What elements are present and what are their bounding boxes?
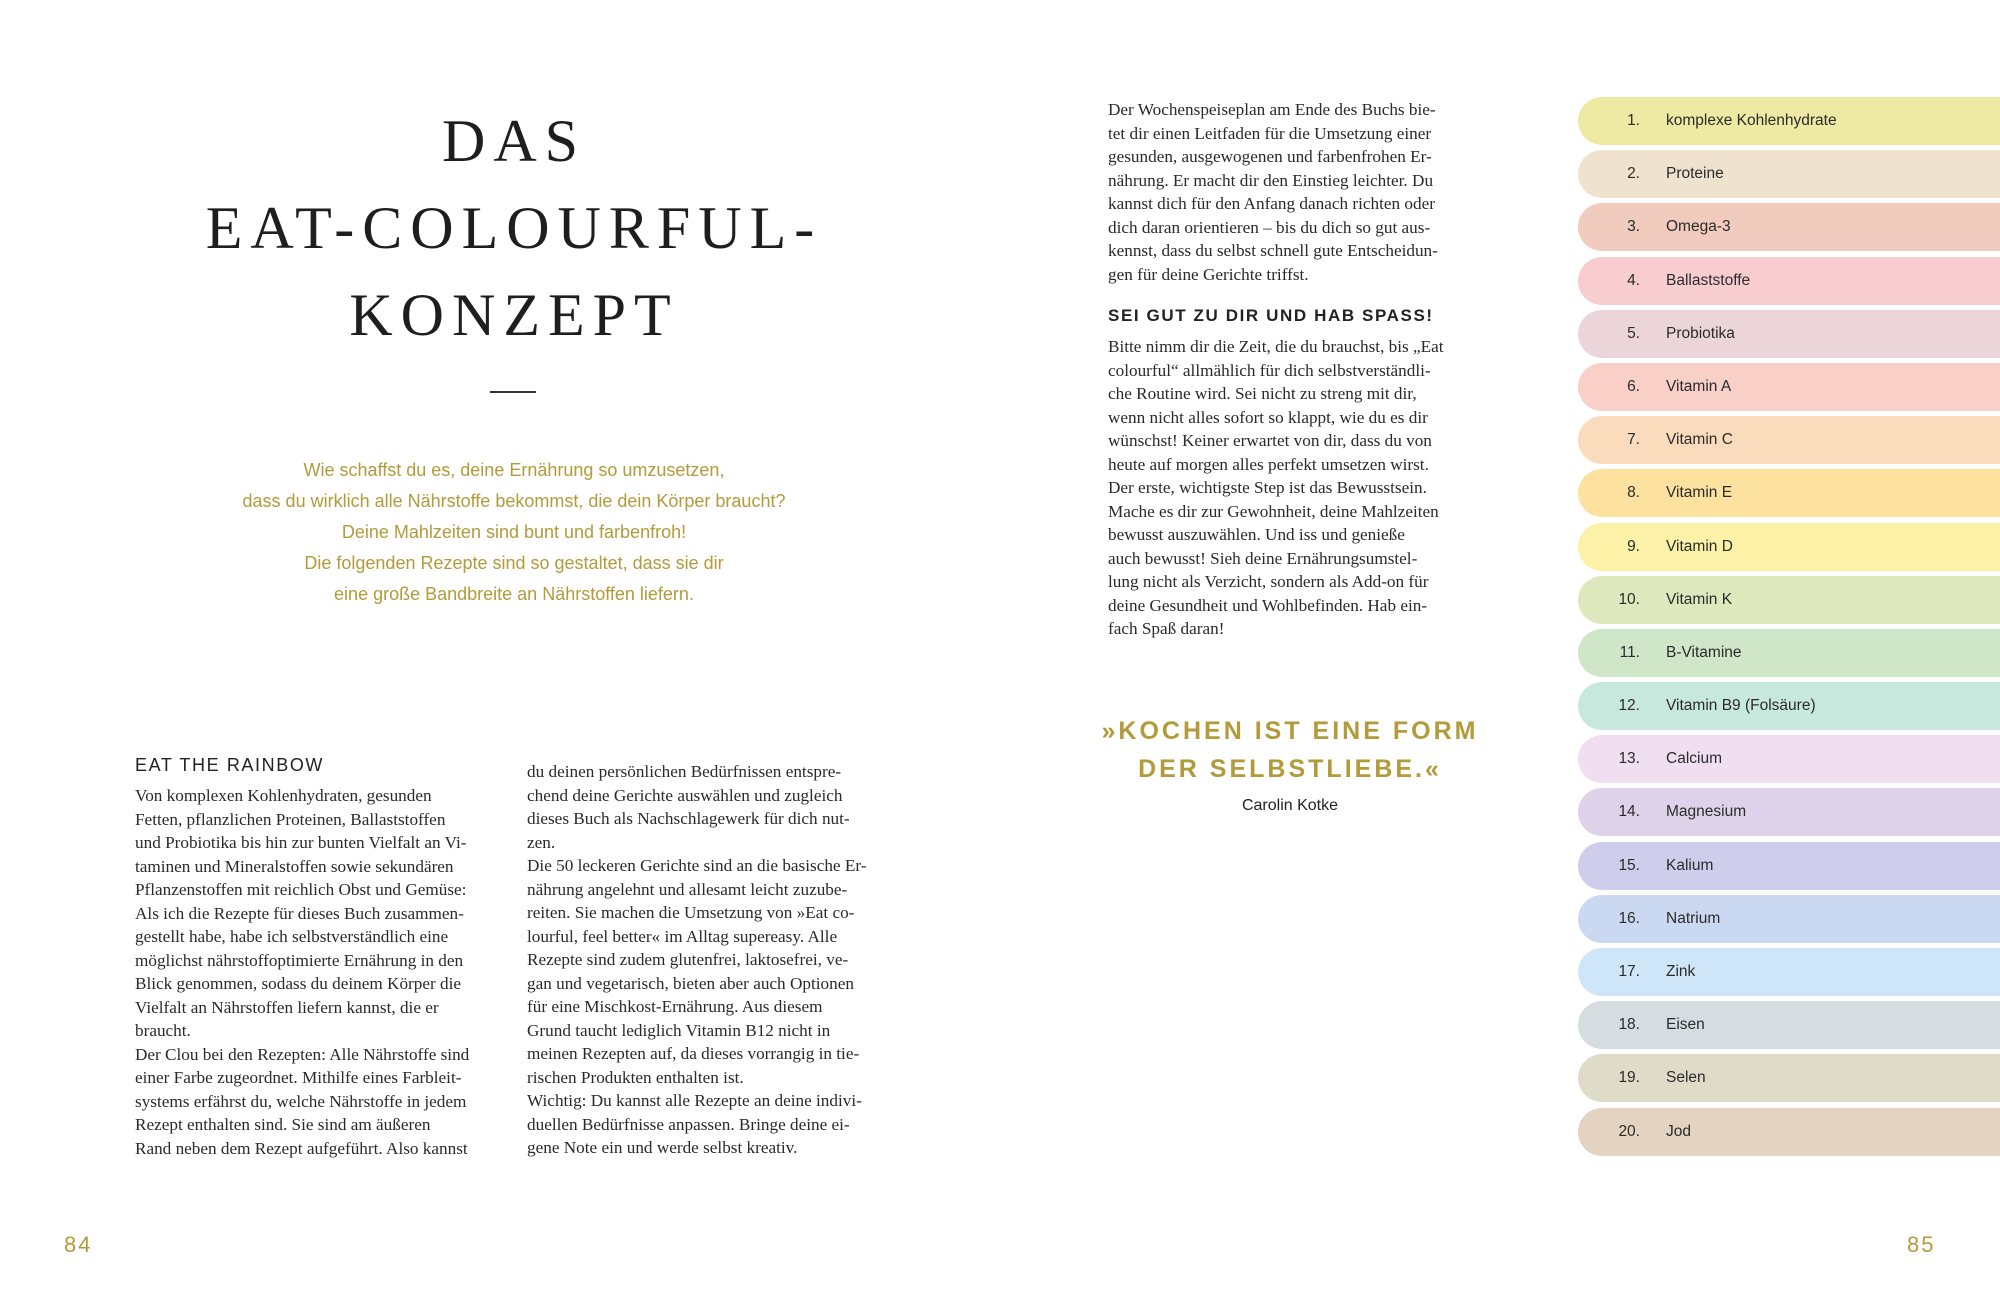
body-line: reiten. Sie machen die Umsetzung von »Eat co-: [527, 903, 855, 922]
nutrient-bar: [1578, 842, 2000, 890]
nutrient-bar: [1578, 97, 2000, 145]
body-line: gestellt habe, habe ich selbstverständlich eine: [135, 927, 449, 946]
body-column-2: [527, 760, 897, 1160]
nutrient-name: Calcium: [1666, 750, 1722, 768]
nutrient-bar: [1578, 576, 2000, 624]
nutrient-bar: [1578, 150, 2000, 198]
body-line: bewusst auszuwählen. Und iss und genieße: [1108, 525, 1405, 544]
page-number-right: 85: [1907, 1232, 1936, 1257]
intro-line: Deine Mahlzeiten sind bunt und farbenfroh!: [341, 522, 687, 542]
quote-line: »KOCHEN IST EINE FORM: [1101, 717, 1479, 745]
nutrient-number: 11.: [1619, 643, 1640, 661]
body-line: Wichtig: Du kannst alle Rezepte an deine indivi-: [527, 1091, 862, 1110]
body-line: einer Farbe zugeordnet. Mithilfe eines Farbleit-: [135, 1068, 462, 1087]
nutrient-name: Vitamin D: [1666, 537, 1733, 555]
body-line: Fetten, pflanzlichen Proteinen, Ballaststoffen: [135, 809, 446, 829]
nutrient-bar: [1578, 1108, 2000, 1156]
body-line: deine Gesundheit und Wohlbefinden. Hab ein-: [1108, 595, 1428, 615]
body-line: nährung angelehnt und allesamt leicht zuzube-: [527, 879, 848, 899]
body-line: Rezept enthalten sind. Sie sind am äußeren: [135, 1115, 431, 1134]
body-line: für eine Mischkost-Ernährung. Aus diesem: [527, 997, 823, 1016]
nutrient-name: Zink: [1666, 963, 1696, 980]
body-line: Pflanzenstoffen mit reichlich Obst und Gemüse:: [135, 880, 467, 899]
nutrient-name: Vitamin A: [1666, 377, 1732, 395]
nutrient-bar: [1578, 735, 2000, 783]
nutrient-number: 6.: [1627, 377, 1640, 395]
title-line: DAS: [441, 108, 587, 174]
nutrient-name: Proteine: [1666, 165, 1724, 183]
nutrient-name: Omega-3: [1666, 218, 1731, 236]
body-line: Blick genommen, sodass du deinem Körper die: [135, 974, 462, 993]
nutrient-number: 10.: [1618, 590, 1640, 608]
nutrient-number: 14.: [1618, 803, 1640, 821]
body-line: wünschst! Keiner erwartet von dir, dass du von: [1108, 431, 1432, 450]
nutrient-number: 8.: [1627, 484, 1640, 502]
nutrient-name: Selen: [1666, 1069, 1706, 1087]
body-column-1: [135, 784, 505, 1160]
quote-author: Carolin Kotke: [1241, 797, 1339, 814]
nutrient-bar: [1578, 682, 2000, 730]
intro-line: dass du wirklich alle Nährstoffe bekommst, die dein Körper braucht?: [242, 491, 786, 511]
body-line: Rand neben dem Rezept aufgeführt. Also kannst: [135, 1138, 468, 1158]
title-divider: [490, 391, 536, 393]
nutrient-bar: [1578, 203, 2000, 251]
body-line: heute auf morgen alles perfekt umsetzen wirst.: [1108, 454, 1429, 474]
nutrient-bar: [1578, 1054, 2000, 1102]
body-column-4: [1108, 335, 1488, 641]
body-line: du deinen persönlichen Bedürfnissen entspre-: [527, 762, 842, 781]
intro-text: [160, 455, 868, 610]
body-line: Der Wochenspeiseplan am Ende des Buchs bie-: [1108, 100, 1436, 119]
section-heading-spass: SEI GUT ZU DIR UND HAB SPASS!: [1108, 306, 1434, 325]
body-line: kennst, dass du selbst schnell gute Entscheidun-: [1108, 241, 1438, 260]
intro-line: eine große Bandbreite an Nährstoffen liefern.: [334, 584, 694, 604]
title-line: EAT-COLOURFUL-: [205, 195, 823, 261]
nutrient-number: 13.: [1618, 750, 1640, 768]
page-number-left: 84: [64, 1232, 93, 1257]
nutrient-bar: [1578, 629, 2000, 677]
nutrient-number: 4.: [1627, 271, 1640, 289]
body-line: Der erste, wichtigste Step ist das Bewusstsein.: [1108, 478, 1427, 497]
body-line: Vielfalt an Nährstoffen liefern kannst, die er: [135, 997, 439, 1017]
intro-line: Wie schaffst du es, deine Ernährung so umzusetzen,: [303, 460, 725, 480]
nutrient-name: Probiotika: [1666, 324, 1735, 342]
body-line: Bitte nimm dir die Zeit, die du brauchst, bis „Eat: [1108, 337, 1444, 356]
body-line: dich daran orientieren – bis du dich so gut aus-: [1108, 217, 1431, 237]
section-heading-eat-the-rainbow: EAT THE RAINBOW: [135, 755, 325, 775]
body-line: fach Spaß daran!: [1108, 619, 1225, 638]
body-line: rischen Produkten enthalten ist.: [527, 1067, 744, 1087]
body-line: gan und vegetarisch, bieten aber auch Optionen: [527, 973, 854, 993]
body-line: che Routine wird. Sei nicht zu streng mit dir,: [1108, 384, 1417, 403]
nutrient-bar: [1578, 416, 2000, 464]
nutrient-number: 15.: [1618, 856, 1640, 874]
nutrient-number: 17.: [1618, 963, 1640, 980]
nutrient-bar: [1578, 895, 2000, 943]
body-line: gen für deine Gerichte triffst.: [1108, 264, 1309, 284]
nutrient-number: 12.: [1618, 697, 1640, 715]
nutrient-number: 2.: [1627, 165, 1640, 183]
intro-line: Die folgenden Rezepte sind so gestaltet, dass sie dir: [304, 553, 724, 573]
nutrient-name: Kalium: [1666, 856, 1714, 874]
body-line: und Probiotika bis hin zur bunten Vielfalt an Vi-: [135, 833, 467, 852]
nutrient-name: B-Vitamine: [1666, 643, 1742, 661]
body-line: Als ich die Rezepte für dieses Buch zusammen-: [135, 903, 464, 923]
body-line: lung nicht als Verzicht, sondern als Add-on für: [1108, 572, 1429, 591]
body-line: gesunden, ausgewogenen und farbenfrohen Er-: [1108, 147, 1432, 166]
nutrient-name: Vitamin K: [1666, 590, 1733, 608]
nutrient-number: 1.: [1627, 112, 1640, 129]
body-line: nährung. Er macht dir den Einstieg leichter. Du: [1108, 170, 1434, 190]
nutrient-number: 19.: [1618, 1069, 1640, 1087]
nutrient-name: Natrium: [1666, 909, 1721, 927]
nutrient-color-legend: [1578, 97, 2000, 1161]
nutrient-bar: [1578, 1001, 2000, 1049]
body-line: systems erfährst du, welche Nährstoffe in jedem: [135, 1091, 467, 1111]
title-line: KONZEPT: [349, 282, 679, 348]
nutrient-number: 7.: [1627, 431, 1640, 449]
body-line: chend deine Gerichte auswählen und zugleich: [527, 785, 843, 805]
body-line: kannst dich für den Anfang danach richten oder: [1108, 194, 1435, 213]
nutrient-number: 20.: [1618, 1122, 1640, 1140]
page-title: [110, 98, 918, 359]
body-line: duellen Bedürfnisse anpassen. Bringe deine ei-: [527, 1114, 850, 1134]
body-line: Von komplexen Kohlenhydraten, gesunden: [135, 786, 432, 805]
nutrient-bar: [1578, 523, 2000, 571]
nutrient-name: Magnesium: [1666, 803, 1747, 821]
nutrient-number: 18.: [1618, 1016, 1640, 1034]
nutrient-bar: [1578, 469, 2000, 517]
body-line: möglichst nährstoffoptimierte Ernährung in den: [135, 950, 464, 970]
nutrient-bar: [1578, 310, 2000, 358]
body-line: Rezepte sind zudem glutenfrei, laktosefrei, ve-: [527, 950, 849, 969]
nutrient-bar: [1578, 948, 2000, 996]
nutrient-number: 9.: [1627, 537, 1640, 555]
nutrient-bar: [1578, 788, 2000, 836]
nutrient-name: komplexe Kohlenhydrate: [1666, 112, 1837, 129]
body-line: taminen und Mineralstoffen sowie sekundären: [135, 856, 454, 876]
body-line: Die 50 leckeren Gerichte sind an die basische Er-: [527, 856, 867, 875]
body-line: auch bewusst! Sieh deine Ernährungsumstel-: [1108, 548, 1418, 568]
body-line: colourful“ allmählich für dich selbstverständli-: [1108, 360, 1431, 380]
quote-line: DER SELBSTLIEBE.«: [1138, 755, 1442, 783]
nutrient-name: Vitamin C: [1666, 431, 1733, 449]
body-line: gene Note ein und werde selbst kreativ.: [527, 1138, 798, 1157]
nutrient-bar: [1578, 363, 2000, 411]
body-column-3: [1108, 98, 1488, 286]
body-line: braucht.: [135, 1021, 191, 1040]
nutrient-bar: [1578, 257, 2000, 305]
body-line: lourful, feel better« im Alltag supereasy. Alle: [527, 926, 838, 946]
nutrient-number: 16.: [1618, 909, 1640, 927]
body-line: Mache es dir zur Gewohnheit, deine Mahlzeiten: [1108, 501, 1439, 521]
nutrient-number: 3.: [1627, 218, 1640, 236]
nutrient-name: Vitamin E: [1666, 484, 1733, 502]
body-line: dieses Buch als Nachschlagewerk für dich nut-: [527, 809, 850, 828]
body-line: meinen Rezepten auf, da dieses vorrangig in tie-: [527, 1044, 860, 1063]
body-line: Der Clou bei den Rezepten: Alle Nährstoffe sind: [135, 1044, 470, 1064]
body-line: tet dir einen Leitfaden für die Umsetzung einer: [1108, 123, 1432, 143]
body-line: wenn nicht alles sofort so klappt, wie du es dir: [1108, 407, 1428, 427]
nutrient-name: Jod: [1666, 1122, 1691, 1140]
nutrient-name: Vitamin B9 (Folsäure): [1666, 697, 1816, 715]
body-line: Grund taucht lediglich Vitamin B12 nicht in: [527, 1020, 831, 1040]
body-line: zen.: [527, 832, 556, 852]
nutrient-number: 5.: [1627, 324, 1640, 342]
nutrient-name: Eisen: [1666, 1016, 1705, 1034]
nutrient-name: Ballaststoffe: [1666, 271, 1751, 289]
pull-quote: [1090, 712, 1490, 788]
